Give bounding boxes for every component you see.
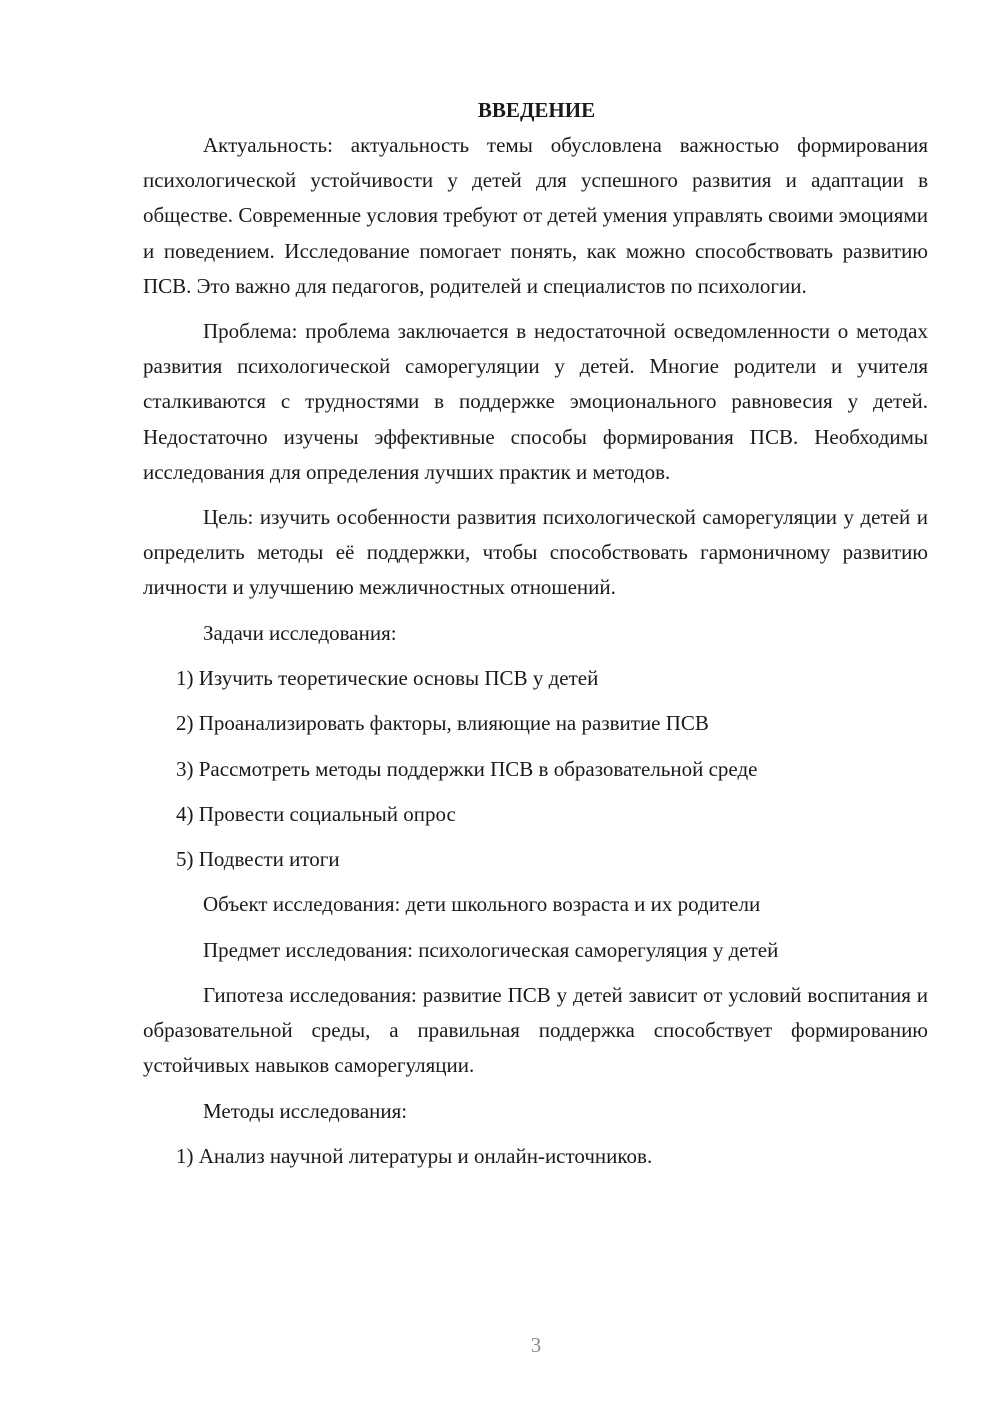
task-item-1: 1) Изучить теоретические основы ПСВ у детей	[176, 665, 599, 690]
section-title: ВВЕДЕНИЕ	[477, 98, 596, 122]
tasks-list	[143, 661, 928, 887]
tasks-heading: Задачи исследования:	[203, 620, 397, 645]
relevance-paragraph: Актуальность: актуальность темы обусловлена важностью формирования психологической устойчивости у детей для успешного развития и адаптации в обществе. Современные условия требуют от детей умения управлять своими эмоциями и поведением. Исследование помогает понять, как можно способствовать развитию ПСВ. Это важно для педагогов, родителей и специалистов по психологии.	[143, 133, 928, 298]
task-item-5: 5) Подвести итоги	[176, 847, 340, 872]
task-item-3: 3) Рассмотреть методы поддержки ПСВ в образовательной среде	[176, 756, 758, 781]
research-subject: Предмет исследования: психологическая саморегуляция у детей	[203, 937, 779, 962]
goal-paragraph: Цель: изучить особенности развития психологической саморегуляции у детей и определить методы её поддержки, чтобы способствовать гармоничному развитию личности и улучшению межличностных отношений.	[143, 505, 928, 600]
problem-paragraph: Проблема: проблема заключается в недостаточной осведомленности о методах развития психологической саморегуляции у детей. Многие родители и учителя сталкиваются с трудностями в поддержке эмоционального равновесия у детей. Недостаточно изучены эффективные способы формирования ПСВ. Необходимы исследования для определения лучших практик и методов.	[143, 319, 928, 484]
methods-heading: Методы исследования:	[203, 1098, 408, 1123]
task-item-2: 2) Проанализировать факторы, влияющие на развитие ПСВ	[176, 711, 709, 736]
task-item-4: 4) Провести социальный опрос	[176, 801, 456, 826]
research-object: Объект исследования: дети школьного возраста и их родители	[203, 892, 761, 917]
page-content	[143, 93, 928, 1184]
method-item-1: 1) Анализ научной литературы и онлайн-источников.	[176, 1143, 653, 1168]
page-number: 3	[530, 1333, 542, 1357]
methods-list	[143, 1139, 928, 1184]
hypothesis-paragraph: Гипотеза исследования: развитие ПСВ у детей зависит от условий воспитания и образовательной среды, а правильная поддержка способствует формированию устойчивых навыков саморегуляции.	[143, 983, 928, 1078]
